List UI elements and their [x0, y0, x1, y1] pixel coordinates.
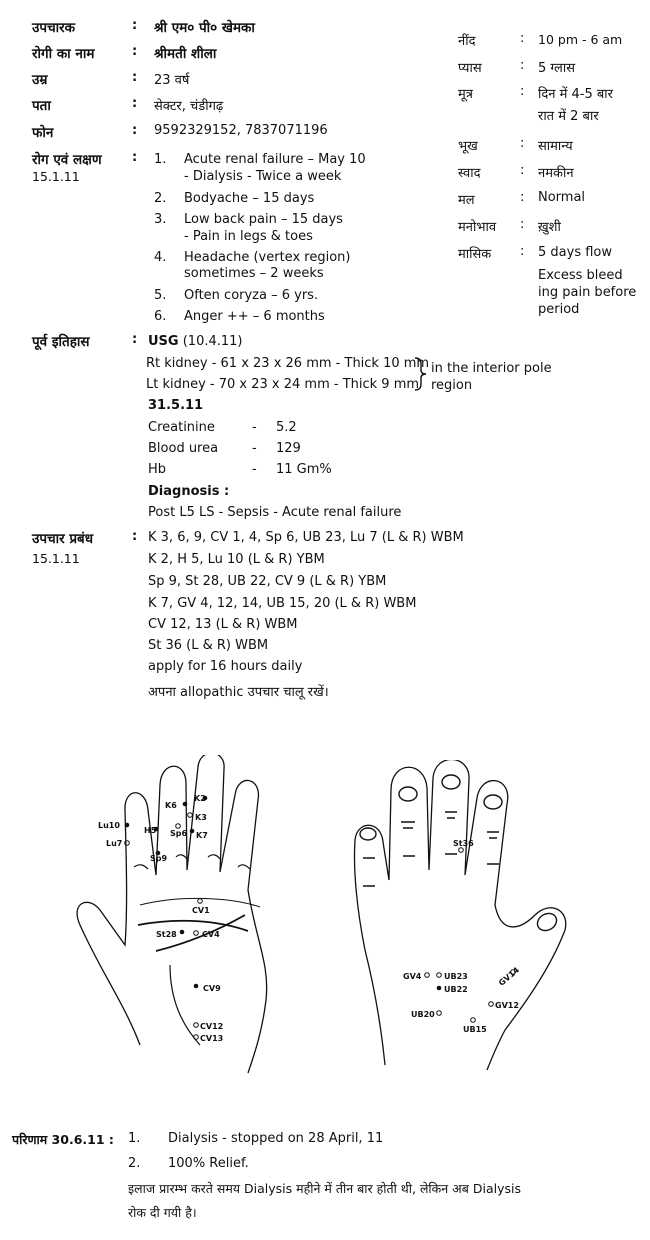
point-St36: St36	[453, 839, 474, 848]
palm-crease	[170, 965, 200, 1045]
phone-value: 9592329152, 7837071196	[154, 123, 328, 138]
point-GV4: GV4	[403, 972, 422, 981]
taste-value: नमकीन	[538, 166, 574, 181]
lab-dash: -	[252, 420, 257, 435]
palm-diagram	[70, 755, 330, 1085]
lt-kidney: Lt kidney - 70 x 23 x 24 mm - Thick 9 mm	[146, 377, 420, 392]
symptom-text: Often coryza – 6 yrs.	[184, 288, 319, 303]
colon: :	[132, 44, 138, 59]
diagnosis-label: Diagnosis :	[148, 484, 230, 499]
lab-name: Blood urea	[148, 441, 219, 456]
symptom-num: 2.	[154, 191, 167, 206]
lab-value: 5.2	[276, 420, 297, 435]
menses-note-1: Excess bleed	[538, 268, 623, 283]
colon: :	[132, 18, 138, 33]
sleep-label: नींद	[458, 34, 476, 49]
colon: :	[132, 70, 138, 85]
menses-note-3: period	[538, 302, 580, 317]
hunger-value: सामान्य	[538, 139, 573, 154]
result-num: 1.	[128, 1131, 141, 1146]
urine-day: दिन में 4-5 बार	[538, 87, 613, 102]
point-GV12: GV12	[495, 1001, 519, 1010]
point-CV4: CV4	[202, 930, 220, 939]
symptoms-date: 15.1.11	[32, 169, 80, 184]
stool-value: Normal	[538, 190, 586, 205]
treatment-line: K 7, GV 4, 12, 14, UB 15, 20 (L & R) WBM	[148, 596, 417, 611]
point-CV13: CV13	[200, 1034, 224, 1043]
point-Sp6: Sp6	[170, 829, 188, 838]
patient-label: रोगी का नाम	[32, 46, 95, 62]
pole-note: in the interior pole	[431, 361, 552, 376]
lab-date: 31.5.11	[148, 398, 204, 413]
symptom-num: 3.	[154, 212, 167, 227]
symptom-text: Headache (vertex region)	[184, 250, 351, 265]
point-CV12: CV12	[200, 1022, 224, 1031]
point-CV9: CV9	[203, 984, 221, 993]
mood-value: ख़ुशी	[538, 220, 561, 235]
colon: :	[132, 529, 138, 544]
taste-label: स्वाद	[458, 166, 481, 181]
colon: :	[520, 58, 525, 73]
mood-label: मनोभाव	[458, 220, 497, 235]
symptom-sub: - Dialysis - Twice a week	[184, 169, 342, 184]
sleep-value: 10 pm - 6 am	[538, 32, 623, 47]
usg-heading	[148, 334, 243, 349]
back-hand-diagram	[345, 760, 580, 1080]
lab-value: 11 Gm%	[276, 462, 332, 477]
point-UB15: UB15	[463, 1025, 487, 1034]
treatment-line: CV 12, 13 (L & R) WBM	[148, 617, 298, 632]
point-UB22: UB22	[444, 985, 468, 994]
practitioner-name: श्री एम० पी० खेमका	[154, 20, 255, 36]
point-K3: K3	[195, 813, 207, 822]
treatment-line: apply for 16 hours daily	[148, 659, 303, 674]
point-K2: K2	[194, 794, 206, 803]
treatment-line: K 3, 6, 9, CV 1, 4, Sp 6, UB 23, Lu 7 (L & R) WBM	[148, 530, 464, 545]
point-St28: St28	[156, 930, 177, 939]
symptoms-label: रोग एवं लक्षण	[32, 152, 102, 168]
hunger-label: भूख	[458, 139, 478, 154]
history-label: पूर्व इतिहास	[32, 334, 90, 350]
back-hand-outline	[354, 760, 565, 1070]
symptom-num: 6.	[154, 309, 167, 324]
result-num: 2.	[128, 1156, 141, 1171]
result-paragraph: इलाज प्रारम्भ करते समय Dialysis महीने में तीन बार होती थी, लेकिन अब Dialysis	[128, 1181, 521, 1196]
colon: :	[132, 150, 138, 165]
symptom-text: Low back pain – 15 days	[184, 212, 343, 227]
lab-name: Creatinine	[148, 420, 215, 435]
colon: :	[132, 96, 138, 111]
lab-dash: -	[252, 441, 257, 456]
symptom-sub: - Pain in legs & toes	[184, 229, 313, 244]
urine-night: रात में 2 बार	[538, 109, 599, 124]
point-Sp9: Sp9	[150, 854, 168, 863]
result-paragraph-2: रोक दी गयी है।	[128, 1205, 197, 1220]
point-K7: K7	[196, 831, 208, 840]
menses-label: मासिक	[458, 247, 492, 262]
patient-name: श्रीमती शीला	[154, 46, 217, 62]
colon: :	[132, 332, 138, 347]
thirst-value: 5 ग्लास	[538, 61, 576, 76]
lab-value: 129	[276, 441, 301, 456]
point-H5: H5	[144, 826, 157, 835]
symptom-text: Anger ++ – 6 months	[184, 309, 325, 324]
colon: :	[520, 244, 525, 259]
colon: :	[132, 123, 138, 138]
point-UB23: UB23	[444, 972, 468, 981]
point-Lu7: Lu7	[106, 839, 123, 848]
result-label: परिणाम 30.6.11 :	[12, 1132, 114, 1147]
treatment-line: K 2, H 5, Lu 10 (L & R) YBM	[148, 552, 325, 567]
colon: :	[520, 31, 525, 46]
treatment-date: 15.1.11	[32, 551, 80, 566]
treatment-note: अपना allopathic उपचार चालू रखें।	[148, 685, 329, 700]
symptom-num: 5.	[154, 288, 167, 303]
symptom-text: Bodyache – 15 days	[184, 191, 315, 206]
address-value: सेक्टर, चंडीगढ़	[154, 99, 224, 114]
point-UB20: UB20	[411, 1010, 435, 1019]
thirst-label: प्यास	[458, 61, 482, 76]
treatment-line: St 36 (L & R) WBM	[148, 638, 269, 653]
symptom-num: 1.	[154, 152, 167, 167]
treatment-line: Sp 9, St 28, UB 22, CV 9 (L & R) YBM	[148, 574, 387, 589]
colon: :	[520, 84, 525, 99]
symptom-num: 4.	[154, 250, 167, 265]
phone-label: फोन	[32, 125, 54, 141]
symptom-sub: sometimes – 2 weeks	[184, 266, 324, 281]
stool-label: मल	[458, 193, 475, 208]
colon: :	[520, 217, 525, 232]
result-text: Dialysis - stopped on 28 April, 11	[168, 1131, 384, 1146]
age-label: उम्र	[32, 72, 48, 88]
symptom-text: Acute renal failure – May 10	[184, 152, 366, 167]
age-value: 23 वर्ष	[154, 73, 190, 88]
result-text: 100% Relief.	[168, 1156, 249, 1171]
practitioner-label: उपचारक	[32, 20, 76, 36]
address-label: पता	[32, 98, 51, 114]
urine-label: मूत्र	[458, 87, 473, 102]
lab-dash: -	[252, 462, 257, 477]
menses-note-2: ing pain before	[538, 285, 637, 300]
colon: :	[520, 163, 525, 178]
point-GV14: GV14	[496, 965, 522, 988]
point-K6: K6	[165, 801, 177, 810]
brace-icon	[412, 356, 428, 392]
point-Lu10: Lu10	[98, 821, 120, 830]
treatment-label: उपचार प्रबंध	[32, 531, 94, 547]
menses-flow: 5 days flow	[538, 245, 612, 260]
pole-note-2: region	[431, 378, 473, 393]
lab-name: Hb	[148, 462, 167, 477]
usg-date: (10.4.11)	[182, 334, 243, 349]
diagnosis-value: Post L5 LS - Sepsis - Acute renal failure	[148, 505, 402, 520]
point-CV1: CV1	[192, 906, 210, 915]
rt-kidney: Rt kidney - 61 x 23 x 26 mm - Thick 10 mm	[146, 356, 430, 371]
usg-title: USG	[148, 334, 179, 349]
colon: :	[520, 136, 525, 151]
colon: :	[520, 190, 525, 205]
